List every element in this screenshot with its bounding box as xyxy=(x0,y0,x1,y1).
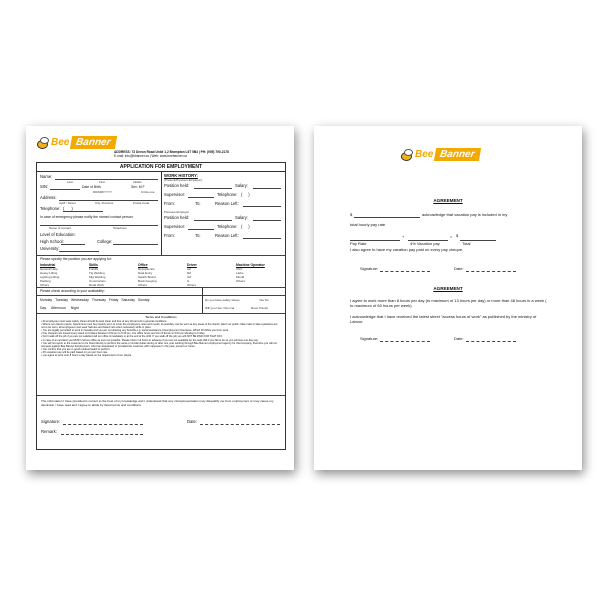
category-title: Machine Operator xyxy=(236,263,265,267)
address-label: Address: xyxy=(40,195,57,200)
category-option[interactable]: General Help xyxy=(40,267,58,271)
employer-telephone-label-1: Telephone: xyxy=(217,192,238,197)
salary-field-1[interactable] xyxy=(253,188,281,189)
name-sub-last: Last xyxy=(67,180,73,184)
date-label-2: Date: xyxy=(454,336,464,341)
sin-field[interactable] xyxy=(50,189,80,190)
logo-bee-word: Bee xyxy=(415,149,434,160)
term-item: • All employees must wear safety shoes should be kept clean and free of any dirt and oil in general conditions. xyxy=(41,320,168,323)
term-text: Pay cheques are issued every week on Fridays between 3:30 pm to 5:30 pm. Our office hours are from 8:30 am to 5:00 pm Monday to Friday. xyxy=(42,332,206,336)
category-title: Industrial xyxy=(40,263,56,267)
column-divider xyxy=(161,171,162,255)
address-sub-city: City, Province xyxy=(95,201,114,205)
emergency-sub-name: Name of contact xyxy=(49,226,71,230)
signature-label: Signature: xyxy=(41,419,61,424)
company-logo xyxy=(400,148,481,161)
position-field-2[interactable] xyxy=(194,220,232,221)
employer-telephone-label-2: Telephone: xyxy=(217,224,238,229)
term-text: Don't walk off the job if you are not satisfied call our office immediately or at the end of the shift. If you walk off the job you will NOT BE PAID FOR THAT DAY. xyxy=(42,335,223,339)
employer-telephone-field-1[interactable]: ( ) xyxy=(241,192,250,197)
dob-format: DD/MM/YYYY xyxy=(93,190,113,194)
telephone-line xyxy=(63,211,103,212)
category-industrial xyxy=(40,263,88,287)
category-option[interactable]: Mould xyxy=(236,275,245,279)
signature-field-2[interactable] xyxy=(380,341,430,342)
to-label-1: To: xyxy=(195,201,201,206)
address-sub-street: Apt# / Street xyxy=(59,201,76,205)
term-text: You will not report to the customer to be hired directly to perform the same or similar duties during or after one year working through Bee Banner employment agency for that company, therefore you will not compete against Bee Banner Employment, who has acquainted or provided the customer with manpower in the past, present or future. xyxy=(41,341,277,348)
category-option[interactable]: Construction xyxy=(89,279,106,283)
terms-title: Terms and Conditions xyxy=(145,315,177,319)
total-currency-sign: $ xyxy=(456,233,459,238)
section-divider xyxy=(37,313,285,314)
term-item: • You are legally permitted to work in Canada and you are not drawing any benefits e.g. social assistance,Unemployment Insurance, Which Prohibits you from work. xyxy=(41,329,229,333)
supervisor-field-2[interactable] xyxy=(188,229,214,230)
high-school-label: High School: xyxy=(40,239,64,244)
college-field[interactable] xyxy=(113,244,158,245)
telephone-label: Telephone: xyxy=(40,206,61,211)
category-option[interactable]: Lighting Lifting xyxy=(40,275,60,279)
category-option[interactable]: CNC xyxy=(236,267,243,271)
reason-label-1: Reason Left: xyxy=(215,201,239,206)
reason-field-1[interactable] xyxy=(243,206,281,207)
address-line: ADDRESS: 73 Devon Road Unit# 1,2 Brampton L6T 5B4 | PH: (905) 790-2178 xyxy=(114,150,229,154)
category-title: Skills xyxy=(89,263,98,267)
day-option[interactable]: Thursday xyxy=(91,298,106,302)
category-option[interactable]: Packing xyxy=(40,279,51,283)
remark-label: Remark: xyxy=(41,429,57,434)
shift-option[interactable]: Night xyxy=(70,306,79,310)
bee-icon xyxy=(36,137,50,149)
position-label-1: Position held: xyxy=(164,183,190,188)
name-label: Name: xyxy=(40,174,53,179)
agreement-page xyxy=(314,126,582,470)
previous-employer-label: Previous Employer xyxy=(164,210,190,214)
name-sub-first: First xyxy=(99,180,105,184)
form-title: APPLICATION FOR EMPLOYMENT xyxy=(37,163,285,172)
from-label-2: From: xyxy=(164,233,175,238)
category-driver xyxy=(187,263,235,287)
category-option[interactable]: GZ xyxy=(187,275,192,279)
section-divider xyxy=(37,395,285,396)
category-title: Office xyxy=(138,263,148,267)
signature-field-1[interactable] xyxy=(380,271,430,272)
shift-option[interactable]: Afternoon xyxy=(51,306,66,310)
salary-field-2[interactable] xyxy=(253,220,281,221)
logo-banner-word: Banner xyxy=(434,148,482,161)
total-pay-text: total hourly pay rate. xyxy=(350,222,387,227)
college-label: College: xyxy=(97,239,113,244)
term-item: • you agree to work over 8 hours a day based on the requirement of our clients. xyxy=(41,354,132,358)
hours-agreement-text: I agree to work more than 8 hours per day (to maximum of 13 hours per day) or more than 48 hours in a week ( to maximum of 60 hours per week) xyxy=(350,298,547,309)
term-text: you agree to work over 8 hours a day based on the requirement of our clients. xyxy=(42,354,132,358)
signature-label-2: Signature: xyxy=(360,336,379,341)
supervisor-label-1: Supervisor: xyxy=(164,192,186,197)
section-divider xyxy=(37,287,285,288)
agreement-heading-1: AGREEMENT xyxy=(433,198,463,203)
sex-label: Sex: M F xyxy=(131,185,145,189)
shifts-row xyxy=(40,306,79,310)
currency-sign: $ xyxy=(350,212,353,217)
education-label: Level of Education: xyxy=(40,232,76,237)
day-option[interactable]: Wednesday xyxy=(70,298,89,302)
to-label-2: To: xyxy=(195,233,201,238)
telephone-field[interactable]: ( ) xyxy=(63,206,73,211)
category-option[interactable]: Forklift xyxy=(89,267,98,271)
category-option[interactable]: Receptionist xyxy=(138,267,155,271)
emergency-sub-phone: Telephone xyxy=(113,226,127,230)
company-logo xyxy=(36,136,117,149)
work-history-title: WORK HISTORY: xyxy=(164,173,198,178)
category-option[interactable]: Mig Welding xyxy=(89,275,106,279)
from-label-1: From: xyxy=(164,201,175,206)
category-option[interactable]: Switch Board xyxy=(138,275,156,279)
days-row xyxy=(40,298,149,302)
availability-divider xyxy=(202,287,203,313)
plus-sign: + xyxy=(402,234,405,239)
category-option[interactable]: Others xyxy=(40,283,50,287)
term-item: • Where our clients require, Specimens must be properly worn to cover the employee's nose and mouth, its jewellery can be worn at any areas of the clients' plant' net potish, false nails or fake eyelashes are not to be worn, all employees must wear hairnets and beard nets when necessary while in plant. xyxy=(41,323,278,330)
date-field[interactable] xyxy=(200,424,280,425)
safety-question: Do you have safety shoes xyxy=(205,298,240,302)
category-option[interactable]: Heavy Lifting xyxy=(40,271,58,275)
category-title: Driver xyxy=(187,263,197,267)
logo-bee-word: Bee xyxy=(51,137,70,148)
term-text: Where our clients require, Specimens must be properly worn to cover the employee's nose and mouth, its jewellery can be worn at any areas of the clients' plant' net potish, false nails or fake eyelashes are not to be worn, all employees must wear hairnets and beard nets when necessary while in plant. xyxy=(41,323,278,330)
section-divider xyxy=(37,295,285,296)
date-label-1: Date: xyxy=(454,266,464,271)
safety-options[interactable]: Yes No xyxy=(259,298,269,302)
availability-title: Please check according to your availability: xyxy=(40,289,105,293)
day-option[interactable]: Tuesday xyxy=(55,298,68,302)
reason-field-2[interactable] xyxy=(243,238,281,239)
address-sub-postal: Postal Code xyxy=(133,201,150,205)
date-field-2[interactable] xyxy=(466,341,516,342)
remark-field[interactable] xyxy=(61,434,143,435)
salary-label-1: Salary: xyxy=(235,183,249,188)
supervisor-field-1[interactable] xyxy=(188,197,214,198)
agreement-heading-2: AGREEMENT xyxy=(433,286,463,291)
employment-form xyxy=(36,162,286,450)
category-option[interactable]: AZ xyxy=(187,267,191,271)
high-school-field[interactable] xyxy=(61,244,85,245)
category-option[interactable]: Others xyxy=(187,283,197,287)
day-option[interactable]: Monday xyxy=(40,298,53,302)
category-option[interactable]: DZ xyxy=(187,271,191,275)
dob-label: Date of Birth xyxy=(82,185,101,189)
term-item: • You will not report to the customer to be hired directly to perform the same or similar duties during or after one year working through Bee Banner employment agency for that company, therefore you will not compete against Bee Banner Employment, who has acquainted or provided the customer with manpower in the past, present or future. xyxy=(41,341,277,348)
employee-name-field[interactable] xyxy=(354,217,420,218)
category-option[interactable]: Tig Welding xyxy=(89,271,105,275)
labour-sheet-text: I acknowledge that I have received the latest sheet "access hours of work" as published by the ministry of Labour. xyxy=(350,314,537,325)
term-text: 4% vacation pay will be paid based on you per hour rate. xyxy=(42,350,108,354)
category-option[interactable]: Data Entry xyxy=(138,271,153,275)
vacation-cheque-text: I also agree to have my vacation pay paid on every pay cheque. xyxy=(350,247,464,252)
acknowledge-text: acknowledge that vacation pay is included in my xyxy=(422,212,508,217)
day-option[interactable]: Sunday xyxy=(137,298,150,302)
signature-field[interactable] xyxy=(63,424,143,425)
company-address xyxy=(114,150,284,158)
category-option[interactable]: Road Work xyxy=(89,283,104,287)
term-item: • You confirm that you are in good medical health to perform. xyxy=(41,347,111,351)
term-text: All employees must wear safety shoes should be kept clean and free of any dirt and oil in general conditions. xyxy=(42,320,168,323)
day-option[interactable]: Friday xyxy=(108,298,119,302)
university-field[interactable] xyxy=(59,251,99,252)
category-skills xyxy=(89,263,137,287)
category-machine-operator xyxy=(236,263,284,283)
name-sub-initials: Initials xyxy=(133,180,142,184)
position-label-2: Position held: xyxy=(164,215,190,220)
term-text: You are legally permitted to work in Canada and you are not drawing any benefits e.g. social assistance,Unemployment Insurance, Which Prohibits you from work. xyxy=(42,329,229,333)
category-option[interactable]: G xyxy=(187,279,190,283)
category-option[interactable]: Lathe xyxy=(236,271,244,275)
term-item: • In case of an accident you MUST call our office as soon as possible. Please inform 12 hours in advance if you are not available for the said shift if you fail to do so you will lose one day pay. xyxy=(41,338,259,342)
salary-label-2: Salary: xyxy=(235,215,249,220)
declaration-text: The information I have provided is correct to the best of my knowledge and I understand that any misrepresentation may disqualify me from employment or may cause my dismissal. I have read and I agree to abide by listed terms and conditions. xyxy=(41,399,274,407)
terms-list xyxy=(41,320,281,357)
term-item: • Pay cheques are issued every week on Fridays between 3:30 pm to 5:30 pm. Our office hours are from 8:30 am to 5:00 pm Monday to Friday. xyxy=(41,332,206,336)
positions-title: Please specify the position you are applying for: xyxy=(40,257,112,261)
signature-label-1: Signature: xyxy=(360,266,379,271)
employer-telephone-field-2[interactable]: ( ) xyxy=(241,224,250,229)
date-label: Date: xyxy=(187,419,198,424)
term-text: You confirm that you are in good medical health to perform. xyxy=(42,347,111,351)
term-text: In case of an accident you MUST call our office as soon as possible. Please inform 12 hours in advance if you are not available for the said shift if you fail to do so you will lose one day pay. xyxy=(42,338,259,342)
category-office xyxy=(138,263,186,287)
sex-sub: Circle one xyxy=(141,190,155,194)
section-divider xyxy=(37,255,285,256)
application-form-page xyxy=(26,126,294,470)
category-option[interactable]: Book Keeping xyxy=(138,279,157,283)
term-item: • 4% vacation pay will be paid based on you per hour rate. xyxy=(41,350,108,354)
reason-label-2: Reason Left: xyxy=(215,233,239,238)
position-field-1[interactable] xyxy=(194,188,232,189)
supervisor-label-2: Supervisor: xyxy=(164,224,186,229)
category-option[interactable]: Others xyxy=(138,283,148,287)
transport-options[interactable]: Rove Transit xyxy=(251,306,268,310)
vacation-pay-label: 4% Vacation pay xyxy=(410,241,440,246)
shift-option[interactable]: Day xyxy=(40,306,47,310)
equals-sign: = xyxy=(450,234,453,239)
day-option[interactable]: Saturday xyxy=(121,298,135,302)
logo-banner-word: Banner xyxy=(70,136,118,149)
transport-question: Will you Use: Own car xyxy=(205,306,235,310)
sin-label: SIN: xyxy=(40,184,49,189)
term-item: • Don't walk off the job if you are not satisfied call our office immediately or at the end of the shift. If you walk off the job you will NOT BE PAID FOR THAT DAY. xyxy=(41,335,223,339)
emergency-label: In case of emergency please notify the named contact person: xyxy=(40,215,134,219)
total-label: Total xyxy=(462,241,471,246)
date-field-1[interactable] xyxy=(466,271,516,272)
work-history-sub: (Present/Previous Employer) xyxy=(164,178,203,182)
contact-line: E-mail: info@bbanner.ca | Web: www.beebanner.ca xyxy=(114,154,187,159)
pay-rate-label: Pay Rate xyxy=(350,241,367,246)
university-label: University: xyxy=(40,246,60,251)
category-option[interactable]: Others xyxy=(236,279,246,283)
bee-icon xyxy=(400,149,414,161)
